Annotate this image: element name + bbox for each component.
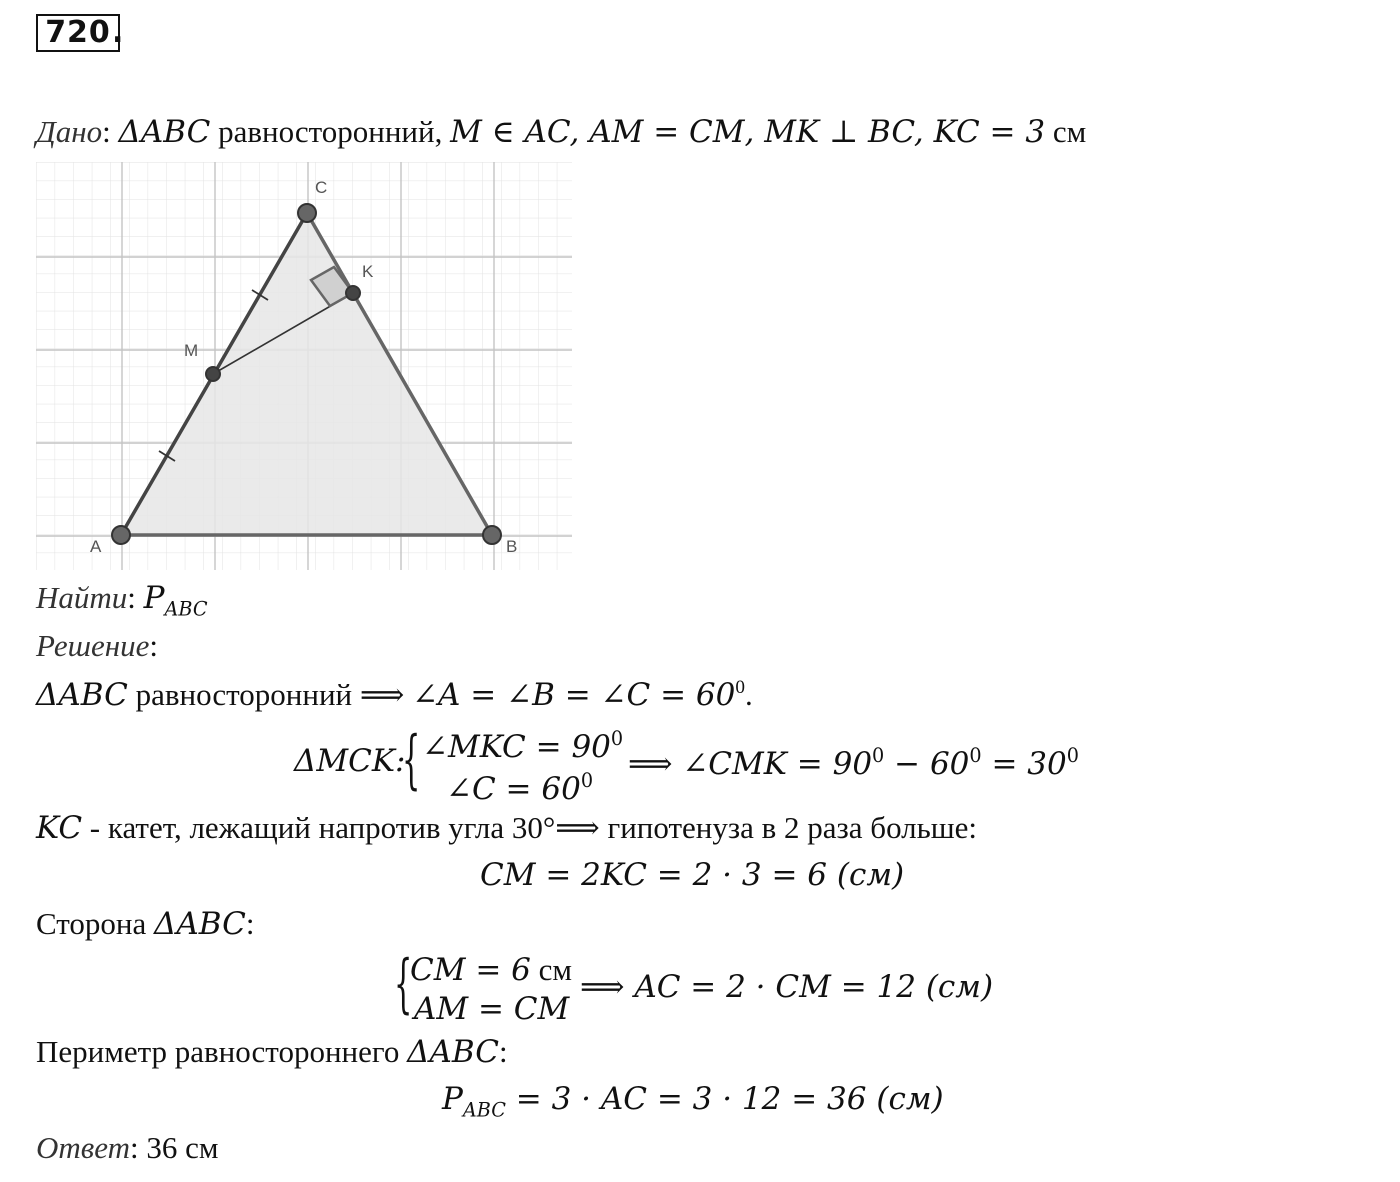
line7-triangle: ΔABC (407, 1034, 499, 1070)
find-p-sub: ABC (164, 597, 208, 621)
line6-rhs-text: AC = 2 · CM = 12 (см) (634, 969, 994, 1005)
line3-text: - катет, лежащий напротив угла 30°⟹ гипотенуза в 2 раза больше: (82, 810, 978, 845)
problem-number (36, 14, 120, 52)
line8-p: P (442, 1081, 463, 1117)
given-conditions: M ∈ AC, AM = CM, MK ⊥ BC, KC = 3 (450, 114, 1046, 150)
solution-line-3 (36, 812, 977, 844)
solution-label-line (36, 630, 158, 661)
line8-p-sub: ABC (462, 1098, 506, 1122)
line2-row2-degree: 0 (580, 769, 594, 792)
line2-rhs-a-degree: 0 (872, 744, 885, 767)
line1-text: равносторонний (135, 676, 353, 712)
line3-kc: KC (36, 810, 83, 846)
find-line (36, 582, 208, 619)
solution-line-1 (36, 678, 753, 711)
given-colon: : (102, 114, 111, 149)
problem-number-text: 720 (45, 15, 111, 50)
solution-line-4: CM = 2KC = 2 · 3 = 6 (см) (480, 857, 905, 893)
line2-rhs-c-degree: 0 (1066, 744, 1079, 767)
line2-rhs-c: = 30 (981, 745, 1067, 782)
given-line (36, 116, 1086, 148)
point-a (112, 526, 130, 544)
line1-end: . (745, 676, 753, 712)
line2-brace: { (402, 723, 421, 797)
line2-rhs-b-degree: 0 (969, 744, 982, 767)
point-m (206, 367, 220, 381)
problem-number-dot: . (112, 15, 124, 50)
line6-row1-text: CM = 6 (410, 952, 531, 988)
find-colon: : (127, 580, 136, 615)
line6-rhs (580, 969, 994, 1005)
line5-colon: : (245, 906, 255, 941)
label-c: C (315, 178, 328, 197)
line2-row1-text: ∠MKC = 90 (422, 728, 611, 765)
solution-label: Решение (36, 628, 150, 663)
find-label: Найти (36, 580, 128, 615)
find-p: P (143, 580, 165, 616)
answer-label: Ответ (36, 1130, 130, 1165)
line5-triangle: ΔABC (154, 906, 246, 942)
line8-rhs: = 3 · AC = 3 · 12 = 36 (см) (505, 1081, 944, 1117)
label-m: M (184, 341, 199, 360)
triangle-figure (36, 162, 572, 570)
solution-line-2 (294, 723, 1094, 807)
point-k (346, 286, 360, 300)
label-a: A (90, 537, 102, 556)
point-c (298, 204, 316, 222)
given-triangle: ΔABC (118, 114, 211, 150)
line2-rhs-b: − 60 (884, 745, 970, 782)
answer-value: 36 см (146, 1130, 219, 1165)
solution-line-6 (394, 947, 1014, 1030)
line1-angles: ∠A = ∠B = ∠C = 60 (412, 676, 736, 713)
line2-rhs (628, 746, 1079, 780)
line2-lhs: ΔMCK: (294, 743, 406, 779)
line2-arrow: ⟹ (628, 745, 673, 782)
line6-row1-unit: см (530, 952, 573, 987)
line2-row2 (446, 771, 593, 805)
point-b (483, 526, 501, 544)
given-word: равносторонний, (218, 114, 443, 149)
line7-colon: : (498, 1034, 508, 1069)
line7-text: Периметр равностороннего (36, 1034, 408, 1069)
solution-line-5 (36, 908, 255, 940)
given-unit: см (1052, 114, 1087, 149)
line1-arrow: ⟹ (359, 676, 405, 713)
line1-triangle: ΔABC (36, 676, 128, 713)
line2-row1 (422, 729, 623, 763)
label-k: K (362, 262, 374, 281)
label-b: B (506, 537, 518, 556)
line6-row1 (410, 954, 572, 986)
line6-arrow: ⟹ (580, 969, 625, 1005)
answer-line (36, 1132, 218, 1163)
solution-line-7 (36, 1036, 508, 1068)
solution-colon: : (149, 628, 158, 663)
line1-degree: 0 (735, 677, 745, 698)
line6-row2: AM = CM (414, 991, 570, 1027)
line6-brace: { (394, 947, 413, 1021)
given-label: Дано (36, 114, 103, 149)
line5-text: Сторона (36, 906, 155, 941)
line2-row2-text: ∠C = 60 (446, 770, 581, 807)
solution-line-8 (442, 1081, 944, 1122)
line2-row1-degree: 0 (610, 727, 624, 750)
answer-colon: : (129, 1130, 139, 1165)
line2-rhs-a: ∠CMK = 90 (682, 745, 873, 782)
